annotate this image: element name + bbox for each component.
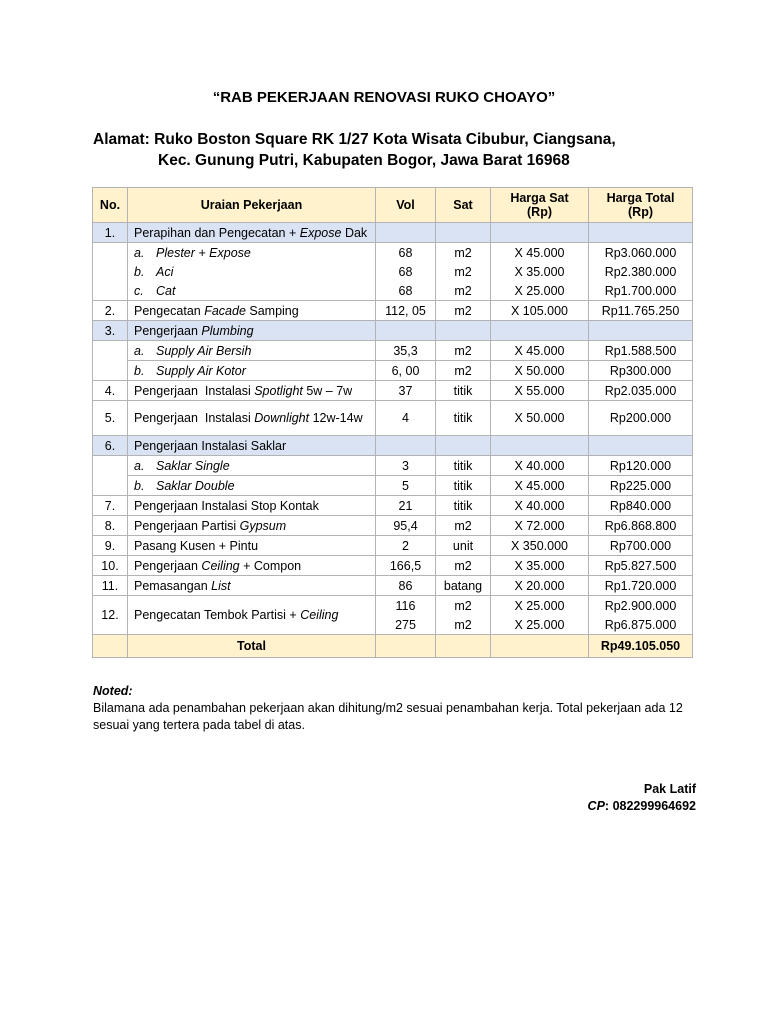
row-vol: 2	[376, 536, 436, 556]
uraian-text: Perapihan dan Pengecatan +	[134, 225, 300, 240]
table-row	[93, 496, 693, 516]
row-harga	[491, 436, 589, 456]
uraian-text: Samping	[245, 303, 299, 318]
cp-separator: :	[604, 799, 613, 813]
uraian-italic: Plumbing	[201, 323, 254, 338]
table-row	[93, 361, 693, 381]
table-row	[93, 456, 693, 476]
table-row	[93, 596, 693, 616]
notes-text: Bilamana ada penambahan pekerjaan akan dihitung/m2 sesuai penambahan kerja. Total pekerjaan ada 12 sesuai yang tertera pada tabel di atas.	[93, 701, 683, 732]
uraian-text: Pengerjaan	[134, 558, 202, 573]
row-harga: X 25.000	[491, 281, 589, 301]
row-total	[589, 223, 693, 243]
row-no: 6.	[93, 436, 128, 456]
notes-heading: Noted:	[93, 684, 133, 698]
table-row	[93, 321, 693, 341]
row-total: Rp3.060.000	[589, 243, 693, 263]
uraian-italic: Facade	[204, 303, 246, 318]
table-row	[93, 401, 693, 436]
uraian-text: Pengecatan	[134, 303, 205, 318]
row-uraian	[128, 361, 376, 381]
table-row	[93, 516, 693, 536]
row-vol: 166,5	[376, 556, 436, 576]
row-uraian	[128, 341, 376, 361]
sub-text: Supply Air Kotor	[156, 363, 246, 378]
row-total: Rp200.000	[589, 401, 693, 436]
row-total: Rp700.000	[589, 536, 693, 556]
row-sat: m2	[436, 341, 491, 361]
row-uraian	[128, 556, 376, 576]
row-vol	[376, 436, 436, 456]
header-sat: Sat	[436, 188, 491, 223]
row-uraian	[128, 381, 376, 401]
total-harga	[491, 635, 589, 658]
sub-letter: a.	[134, 343, 145, 358]
row-uraian	[128, 223, 376, 243]
row-harga: X 25.000	[491, 596, 589, 616]
rab-table	[92, 187, 693, 658]
signature-contact	[588, 798, 696, 815]
row-no: 4.	[93, 381, 128, 401]
row-total: Rp1.588.500	[589, 341, 693, 361]
signature-name: Pak Latif	[643, 782, 696, 796]
uraian-text: Pengerjaan Partisi	[134, 518, 240, 533]
row-uraian	[128, 456, 376, 476]
uraian-text: 5w – 7w	[302, 383, 353, 398]
signature	[588, 781, 696, 815]
table-row	[93, 223, 693, 243]
row-no: 3.	[93, 321, 128, 341]
uraian-italic: Expose	[299, 225, 342, 240]
row-sat: titik	[436, 496, 491, 516]
header-uraian: Uraian Pekerjaan	[128, 188, 376, 223]
sub-letter: b.	[134, 363, 145, 378]
table-row	[93, 536, 693, 556]
row-total: Rp2.035.000	[589, 381, 693, 401]
row-harga: X 45.000	[491, 341, 589, 361]
uraian-text: Pengecatan Tembok Partisi +	[134, 608, 301, 622]
row-uraian	[128, 262, 376, 281]
row-harga: X 72.000	[491, 516, 589, 536]
row-harga: X 50.000	[491, 401, 589, 436]
table-row	[93, 341, 693, 361]
row-sat	[436, 436, 491, 456]
row-sat: m2	[436, 615, 491, 635]
uraian-text: + Compon	[239, 558, 302, 573]
uraian-text: Dak	[341, 225, 368, 240]
row-vol	[376, 321, 436, 341]
row-sat: titik	[436, 381, 491, 401]
row-total: Rp1.720.000	[589, 576, 693, 596]
header-harga-sat-line2: (Rp)	[527, 205, 552, 219]
row-total	[589, 436, 693, 456]
row-sat: m2	[436, 596, 491, 616]
notes	[93, 683, 693, 734]
row-harga: X 40.000	[491, 456, 589, 476]
row-no: 5.	[93, 401, 128, 436]
row-no: 10.	[93, 556, 128, 576]
row-sat: titik	[436, 456, 491, 476]
cp-number: 082299964692	[612, 799, 696, 813]
table-row	[93, 243, 693, 263]
row-uraian: Pengerjaan Instalasi Saklar	[128, 436, 376, 456]
uraian-text: Pengerjaan	[134, 323, 202, 338]
sub-text: Saklar Single	[156, 458, 230, 473]
row-total: Rp5.827.500	[589, 556, 693, 576]
row-harga: X 45.000	[491, 243, 589, 263]
row-vol: 35,3	[376, 341, 436, 361]
sub-letter: b.	[134, 478, 145, 493]
row-vol: 275	[376, 615, 436, 635]
sub-letter: a.	[134, 245, 145, 260]
row-no: 2.	[93, 301, 128, 321]
table-row	[93, 576, 693, 596]
header-harga-total-line1: Harga Total	[606, 191, 675, 205]
header-harga-sat	[491, 188, 589, 223]
row-vol: 95,4	[376, 516, 436, 536]
row-total: Rp6.875.000	[589, 615, 693, 635]
row-harga: X 50.000	[491, 361, 589, 381]
row-harga	[491, 321, 589, 341]
cp-label: CP	[587, 799, 605, 813]
row-sat	[436, 223, 491, 243]
row-total: Rp6.868.800	[589, 516, 693, 536]
row-no	[93, 456, 128, 476]
row-no	[93, 341, 128, 361]
row-total	[589, 321, 693, 341]
total-sat	[436, 635, 491, 658]
table-header-row	[93, 188, 693, 223]
uraian-text: Pengerjaan Instalasi	[134, 411, 255, 425]
row-no	[93, 476, 128, 496]
row-sat: titik	[436, 401, 491, 436]
header-harga-sat-line1: Harga Sat	[510, 191, 569, 205]
row-harga	[491, 223, 589, 243]
row-vol: 112, 05	[376, 301, 436, 321]
row-harga: X 35.000	[491, 262, 589, 281]
row-no	[93, 361, 128, 381]
header-vol: Vol	[376, 188, 436, 223]
row-no: 1.	[93, 223, 128, 243]
row-sat: unit	[436, 536, 491, 556]
row-vol: 116	[376, 596, 436, 616]
row-total: Rp300.000	[589, 361, 693, 381]
row-vol: 68	[376, 281, 436, 301]
row-sat: m2	[436, 281, 491, 301]
table-row	[93, 281, 693, 301]
row-vol: 86	[376, 576, 436, 596]
total-vol	[376, 635, 436, 658]
table-row	[93, 436, 693, 456]
row-uraian	[128, 301, 376, 321]
header-harga-total	[589, 188, 693, 223]
row-harga: X 35.000	[491, 556, 589, 576]
row-no: 9.	[93, 536, 128, 556]
row-total: Rp840.000	[589, 496, 693, 516]
row-no: 11.	[93, 576, 128, 596]
uraian-text: Pengerjaan Instalasi	[134, 383, 255, 398]
table-row	[93, 301, 693, 321]
row-vol: 5	[376, 476, 436, 496]
row-vol: 68	[376, 243, 436, 263]
address-line-1: Alamat: Ruko Boston Square RK 1/27 Kota Wisata Cibubur, Ciangsana,	[93, 131, 616, 148]
row-uraian: Pengerjaan Instalasi Stop Kontak	[128, 496, 376, 516]
row-harga: X 45.000	[491, 476, 589, 496]
row-no: 12.	[93, 596, 128, 635]
uraian-italic: List	[211, 578, 231, 593]
sub-text: Supply Air Bersih	[156, 343, 252, 358]
sub-text: Cat	[156, 283, 176, 298]
header-harga-total-line2: (Rp)	[628, 205, 653, 219]
row-no	[93, 243, 128, 263]
row-uraian	[128, 321, 376, 341]
row-vol	[376, 223, 436, 243]
row-total: Rp11.765.250	[589, 301, 693, 321]
row-no	[93, 281, 128, 301]
header-no: No.	[93, 188, 128, 223]
table-row	[93, 556, 693, 576]
uraian-italic: Ceiling	[300, 608, 339, 622]
row-harga: X 40.000	[491, 496, 589, 516]
row-total: Rp225.000	[589, 476, 693, 496]
row-sat: m2	[436, 361, 491, 381]
row-uraian	[128, 596, 376, 635]
table-row	[93, 262, 693, 281]
uraian-italic: Spotlight	[254, 383, 303, 398]
sub-letter: c.	[134, 283, 144, 298]
sub-letter: b.	[134, 264, 145, 279]
table-row	[93, 476, 693, 496]
row-uraian	[128, 243, 376, 263]
row-sat: m2	[436, 243, 491, 263]
sub-text: Plester + Expose	[156, 245, 251, 260]
row-sat: m2	[436, 301, 491, 321]
row-no: 7.	[93, 496, 128, 516]
total-no	[93, 635, 128, 658]
uraian-text: 12w-14w	[309, 411, 363, 425]
row-harga: X 25.000	[491, 615, 589, 635]
row-uraian	[128, 516, 376, 536]
row-sat: m2	[436, 516, 491, 536]
row-sat: titik	[436, 476, 491, 496]
row-vol: 6, 00	[376, 361, 436, 381]
row-sat: m2	[436, 262, 491, 281]
row-vol: 3	[376, 456, 436, 476]
row-total: Rp1.700.000	[589, 281, 693, 301]
uraian-italic: Ceiling	[201, 558, 240, 573]
row-harga: X 20.000	[491, 576, 589, 596]
row-harga: X 55.000	[491, 381, 589, 401]
row-vol: 4	[376, 401, 436, 436]
row-harga: X 350.000	[491, 536, 589, 556]
uraian-text: Pemasangan	[134, 578, 212, 593]
table-row	[93, 381, 693, 401]
row-no: 8.	[93, 516, 128, 536]
row-total: Rp2.900.000	[589, 596, 693, 616]
sub-text: Saklar Double	[156, 478, 235, 493]
row-vol: 21	[376, 496, 436, 516]
total-row	[93, 635, 693, 658]
document-title: “RAB PEKERJAAN RENOVASI RUKO CHOAYO”	[212, 89, 556, 106]
sub-letter: a.	[134, 458, 145, 473]
sub-text: Aci	[156, 264, 174, 279]
row-vol: 37	[376, 381, 436, 401]
row-no	[93, 262, 128, 281]
row-sat: batang	[436, 576, 491, 596]
row-uraian: Pasang Kusen + Pintu	[128, 536, 376, 556]
row-uraian	[128, 281, 376, 301]
total-label: Total	[128, 635, 376, 658]
uraian-italic: Downlight	[254, 411, 310, 425]
row-vol: 68	[376, 262, 436, 281]
row-total: Rp2.380.000	[589, 262, 693, 281]
row-harga: X 105.000	[491, 301, 589, 321]
row-uraian	[128, 401, 376, 436]
row-sat	[436, 321, 491, 341]
row-total: Rp120.000	[589, 456, 693, 476]
total-value: Rp49.105.050	[589, 635, 693, 658]
address-line-2: Kec. Gunung Putri, Kabupaten Bogor, Jawa Barat 16968	[158, 152, 570, 169]
uraian-italic: Gypsum	[239, 518, 287, 533]
row-sat: m2	[436, 556, 491, 576]
row-uraian	[128, 476, 376, 496]
row-uraian	[128, 576, 376, 596]
